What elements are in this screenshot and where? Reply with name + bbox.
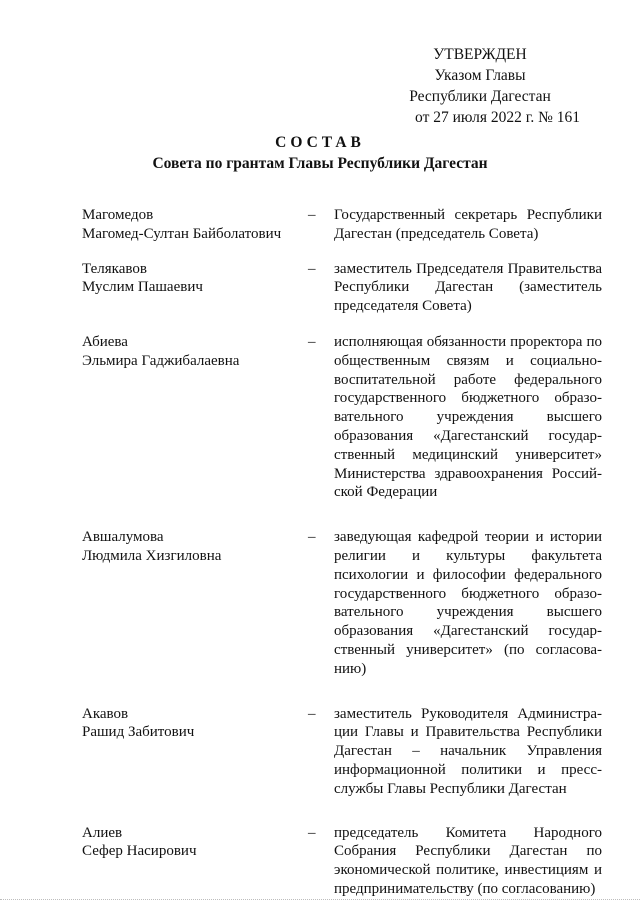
dash-separator: – [308,333,316,350]
dash-separator: – [308,207,316,223]
dash-separator: – [308,260,316,277]
member-row [82,206,602,244]
member-row [82,528,602,678]
member-surname: Абиева [82,333,128,350]
member-given-names: Сефер Насирович [82,843,197,860]
member-role: заместитель Председателя Правительства Республики Дагестан (заместитель председателя Совета) [334,260,602,315]
approval-status: УТВЕРЖДЕН [433,46,527,63]
document-heading [0,132,640,174]
member-surname: Телякавов [82,260,147,277]
member-row [82,260,602,316]
approval-stamp [380,44,580,128]
member-role: заместитель Руководителя Администрации Главы и Правительства Республики Дагестан – начальник Управления информационной политики и пресс-службы Главы Республики Дагестан [334,705,602,797]
dash-separator: – [308,705,316,722]
member-role: заведующая кафедрой теории и истории религии и культуры факультета психологии и философии федерального государственного бюджетного образовательного учреждения высшего образования «Дагестанский государственный университет» (по согласованию) [334,529,602,677]
approval-region: Республики Дагестан [409,88,551,105]
member-row [82,333,602,502]
member-role: председатель Комитета Народного Собрания Республики Дагестан по экономической политике, инвестициям и предпринимательству (по согласованию) [334,824,602,897]
member-name [82,260,308,298]
member-row [82,824,602,899]
page-bottom-edge [0,899,640,901]
member-name [82,705,308,743]
member-given-names: Людмила Хизгиловна [82,547,222,564]
document-subtitle: Совета по грантам Главы Республики Дагестан [152,155,488,172]
member-name [82,206,308,244]
members-list [82,206,602,899]
member-name [82,333,308,371]
member-name [82,528,308,566]
member-given-names: Эльмира Гаджибалаевна [82,352,240,369]
member-given-names: Магомед-Султан Байболатович [82,225,282,242]
member-surname: Алиев [82,824,123,841]
dash-separator: – [308,529,316,546]
dash-separator: – [308,824,316,841]
approval-decree: Указом Главы [434,67,526,84]
member-surname: Авшалумова [82,529,164,546]
document-title: СОСТАВ [275,134,365,151]
member-surname: Акавов [82,705,129,722]
member-role: исполняющая обязанности проректора по общественным связям и социально-воспитательной работе федерального государственного бюджетного образовательного учреждения высшего образования «Дагестанский государственный медицинский университет» Министерства здравоохранения Российской Федерации [334,333,602,501]
member-given-names: Рашид Забитович [82,724,195,741]
member-row [82,705,602,799]
approval-date-number: от 27 июля 2022 г. № 161 [415,109,580,126]
member-role: Государственный секретарь Республики Дагестан (председатель Совета) [334,207,602,242]
member-surname: Магомедов [82,207,154,223]
member-given-names: Муслим Пашаевич [82,279,203,296]
member-name [82,824,308,862]
